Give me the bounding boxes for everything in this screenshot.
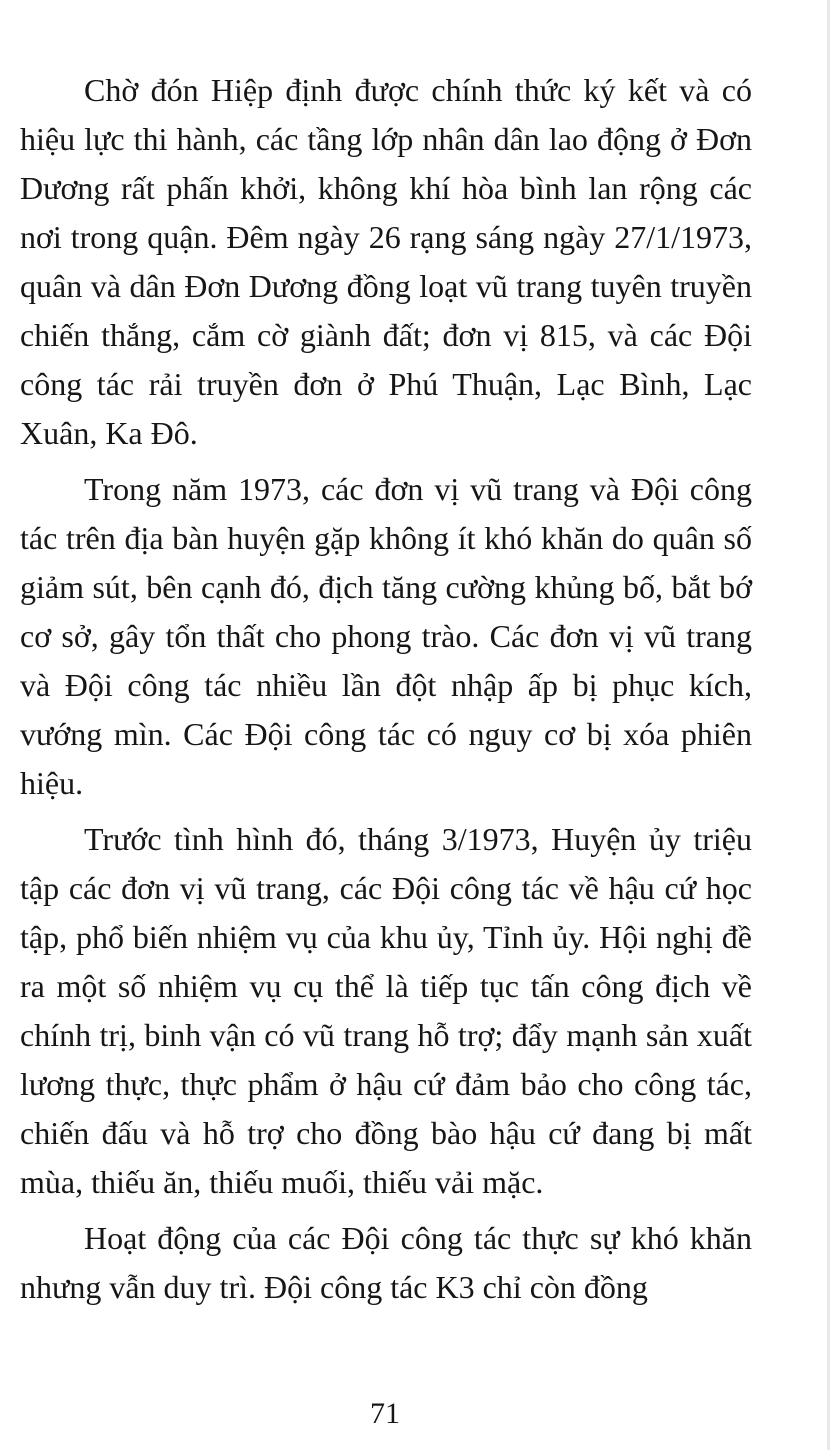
page-number: 71 — [370, 1397, 400, 1430]
body-text — [20, 66, 752, 1319]
paragraph-4: Hoạt động của các Đội công tác thực sự khó khăn nhưng vẫn duy trì. Đội công tác K3 chỉ còn đồng — [20, 1220, 752, 1305]
paragraph-3: Trước tình hình đó, tháng 3/1973, Huyện ủy triệu tập các đơn vị vũ trang, các Đội công tác về hậu cứ học tập, phổ biến nhiệm vụ của khu ủy, Tỉnh ủy. Hội nghị đề ra một số nhiệm vụ cụ thể là tiếp tục tấn công địch về chính trị, binh vận có vũ trang hỗ trợ; đẩy mạnh sản xuất lương thực, thực phẩm ở hậu cứ đảm bảo cho công tác, chiến đấu và hỗ trợ cho đồng bào hậu cứ đang bị mất mùa, thiếu ăn, thiếu muối, thiếu vải mặc. — [20, 821, 752, 1200]
paragraph-2: Trong năm 1973, các đơn vị vũ trang và Đội công tác trên địa bàn huyện gặp không ít khó khăn do quân số giảm sút, bên cạnh đó, địch tăng cường khủng bố, bắt bớ cơ sở, gây tổn thất cho phong trào. Các đơn vị vũ trang và Đội công tác nhiều lần đột nhập ấp bị phục kích, vướng mìn. Các Đội công tác có nguy cơ bị xóa phiên hiệu. — [20, 471, 752, 801]
paragraph-1: Chờ đón Hiệp định được chính thức ký kết và có hiệu lực thi hành, các tầng lớp nhân dân lao động ở Đơn Dương rất phấn khởi, không khí hòa bình lan rộng các nơi trong quận. Đêm ngày 26 rạng sáng ngày 27/1/1973, quân và dân Đơn Dương đồng loạt vũ trang tuyên truyền chiến thắng, cắm cờ giành đất; đơn vị 815, và các Đội công tác rải truyền đơn ở Phú Thuận, Lạc Bình, Lạc Xuân, Ka Đô. — [20, 72, 752, 451]
